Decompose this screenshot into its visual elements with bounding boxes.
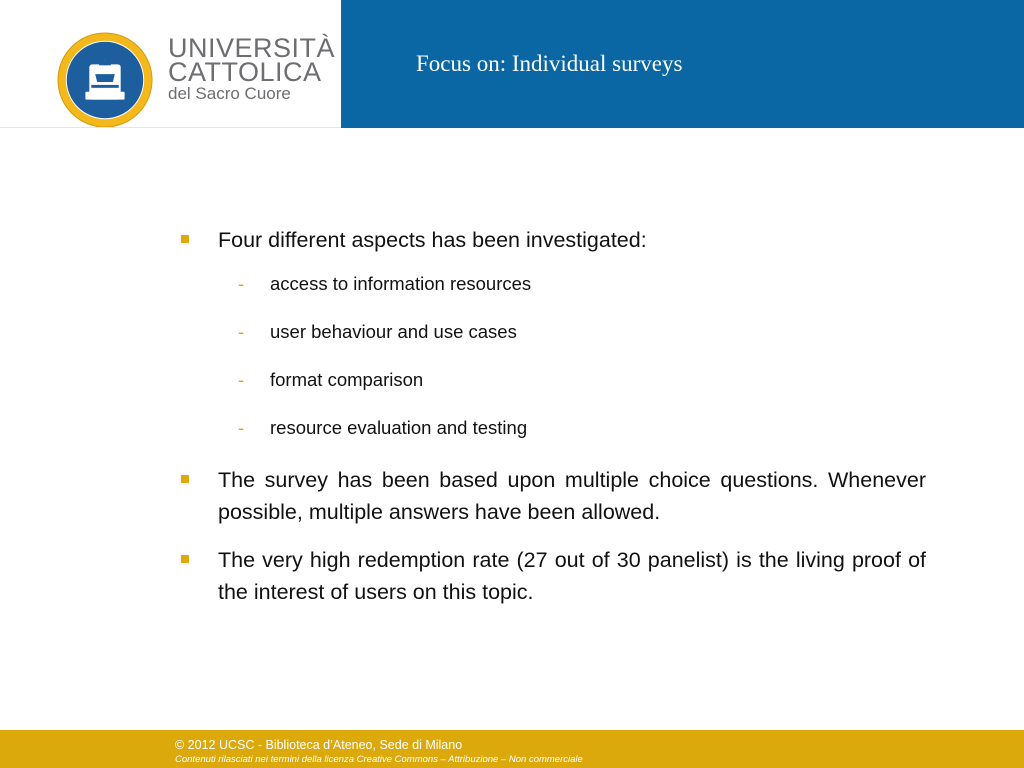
dash-bullet-icon: - xyxy=(238,417,245,438)
bullet-item xyxy=(180,544,926,608)
square-bullet-icon xyxy=(181,555,189,563)
logo-area xyxy=(0,0,340,128)
dash-bullet-icon: - xyxy=(238,321,245,342)
logo-line-1: UNIVERSITÀ xyxy=(168,33,336,63)
sub-item-text: user behaviour and use cases xyxy=(270,321,517,342)
footer-copyright: © 2012 UCSC - Biblioteca d’Ateneo, Sede di Milano xyxy=(175,738,463,752)
sub-item xyxy=(180,416,926,440)
bullet-text: The very high redemption rate (27 out of 30 panelist) is the living proof of the interest of users on this topic. xyxy=(218,548,926,604)
bullet-item xyxy=(180,224,926,256)
sub-item-text: access to information resources xyxy=(270,273,532,294)
bullet-text: The survey has been based upon multiple choice questions. Whenever possible, multiple answers have been allowed. xyxy=(218,468,926,524)
footer-license: Contenuti rilasciati nei termini della licenza Creative Commons – Attribuzione – Non commerciale xyxy=(175,754,583,765)
square-bullet-icon xyxy=(181,475,189,483)
sub-item xyxy=(180,368,926,392)
university-wordmark xyxy=(168,33,336,104)
sub-item xyxy=(180,272,926,296)
logo-line-3: del Sacro Cuore xyxy=(168,84,291,103)
slide-body xyxy=(180,224,926,624)
slide-title: Focus on: Individual surveys xyxy=(416,51,683,76)
sub-item-text: resource evaluation and testing xyxy=(270,417,528,438)
dash-bullet-icon: - xyxy=(238,273,245,294)
dash-bullet-icon: - xyxy=(238,369,245,390)
sub-list xyxy=(180,272,926,440)
footer-bar xyxy=(0,730,1024,768)
sub-item-text: format comparison xyxy=(270,369,424,390)
sub-item xyxy=(180,320,926,344)
university-seal-icon xyxy=(56,31,154,129)
square-bullet-icon xyxy=(181,235,189,243)
logo-line-2: CATTOLICA xyxy=(168,57,322,87)
bullet-item xyxy=(180,464,926,528)
title-bar xyxy=(341,0,1024,128)
header-divider xyxy=(0,127,341,128)
bullet-text: Four different aspects has been investigated: xyxy=(218,228,647,252)
